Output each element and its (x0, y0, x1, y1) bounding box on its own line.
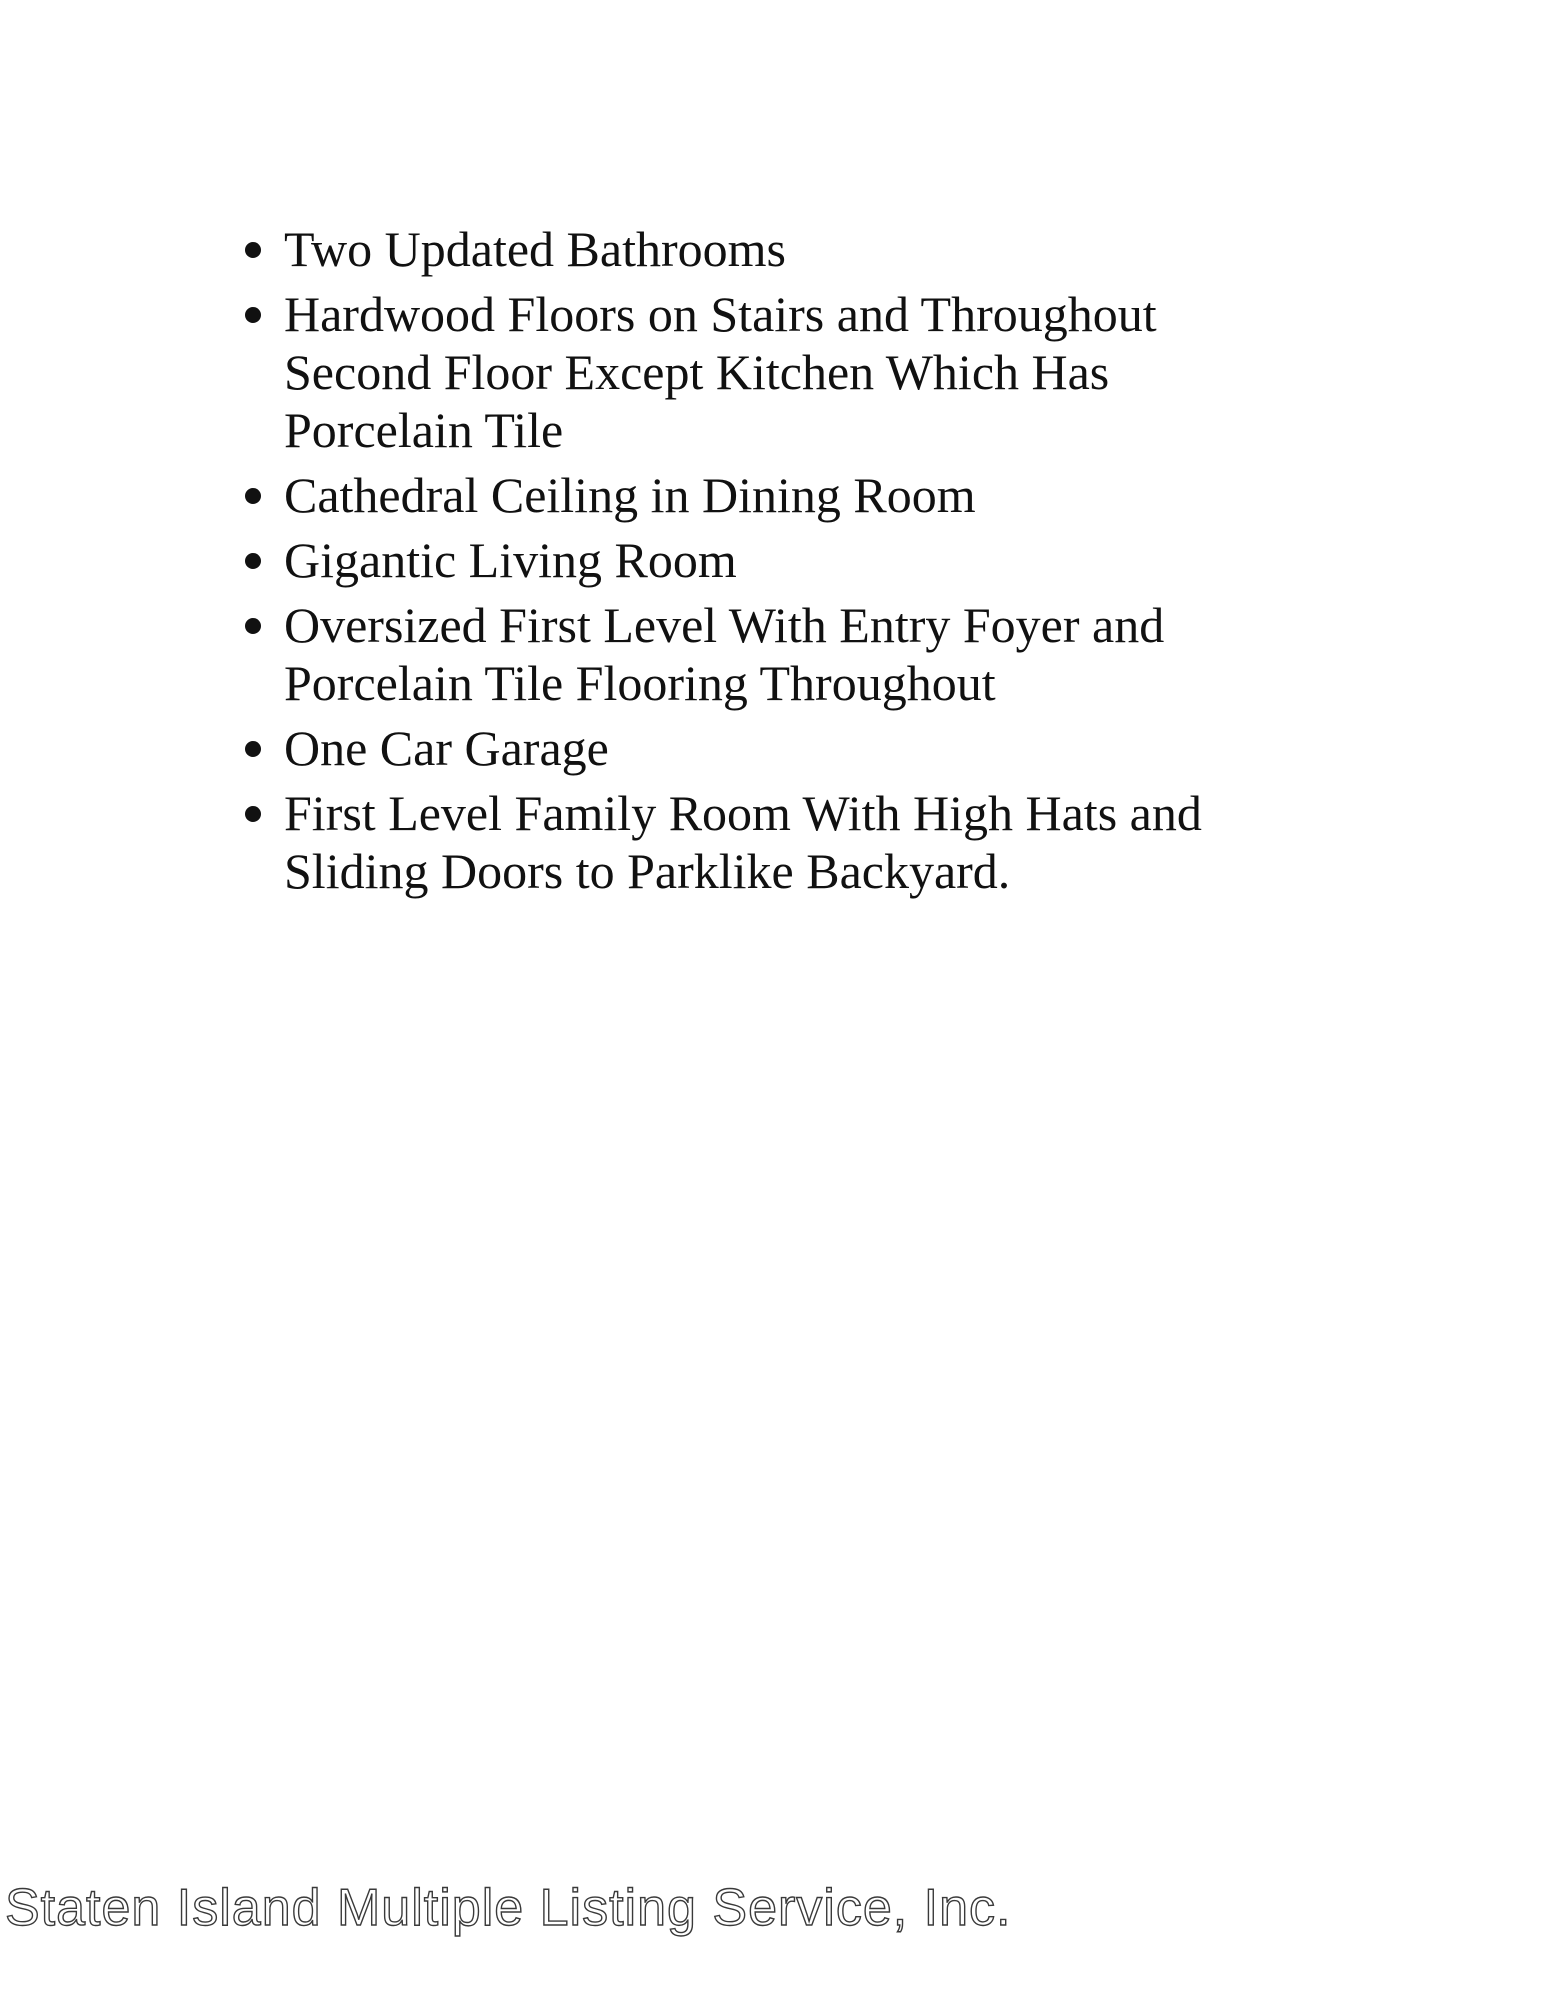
feature-text: Gigantic Living Room (284, 532, 737, 588)
bullet-icon (245, 307, 261, 323)
list-item (240, 531, 1320, 589)
feature-text: One Car Garage (284, 720, 609, 776)
feature-text: First Level Family Room With High Hats and Sliding Doors to Parklike Backyard. (284, 785, 1202, 899)
feature-text: Cathedral Ceiling in Dining Room (284, 467, 976, 523)
bullet-icon (245, 553, 261, 569)
list-item (240, 596, 1284, 712)
list-item (240, 784, 1314, 900)
feature-text: Hardwood Floors on Stairs and Throughout Second Floor Except Kitchen Which Has Porcelain Tile (284, 286, 1157, 458)
list-item (240, 220, 1320, 278)
feature-list (240, 220, 1320, 907)
watermark: Staten Island Multiple Listing Service, Inc. (5, 1879, 1012, 1937)
feature-text: Oversized First Level With Entry Foyer and Porcelain Tile Flooring Throughout (284, 597, 1165, 711)
bullet-icon (245, 488, 261, 504)
bullet-icon (245, 806, 261, 822)
bullet-icon (245, 741, 261, 757)
feature-text: Two Updated Bathrooms (284, 221, 786, 277)
list-item (240, 719, 1320, 777)
list-item (240, 285, 1264, 459)
list-item (240, 466, 1320, 524)
bullet-icon (245, 242, 261, 258)
bullet-icon (245, 618, 261, 634)
